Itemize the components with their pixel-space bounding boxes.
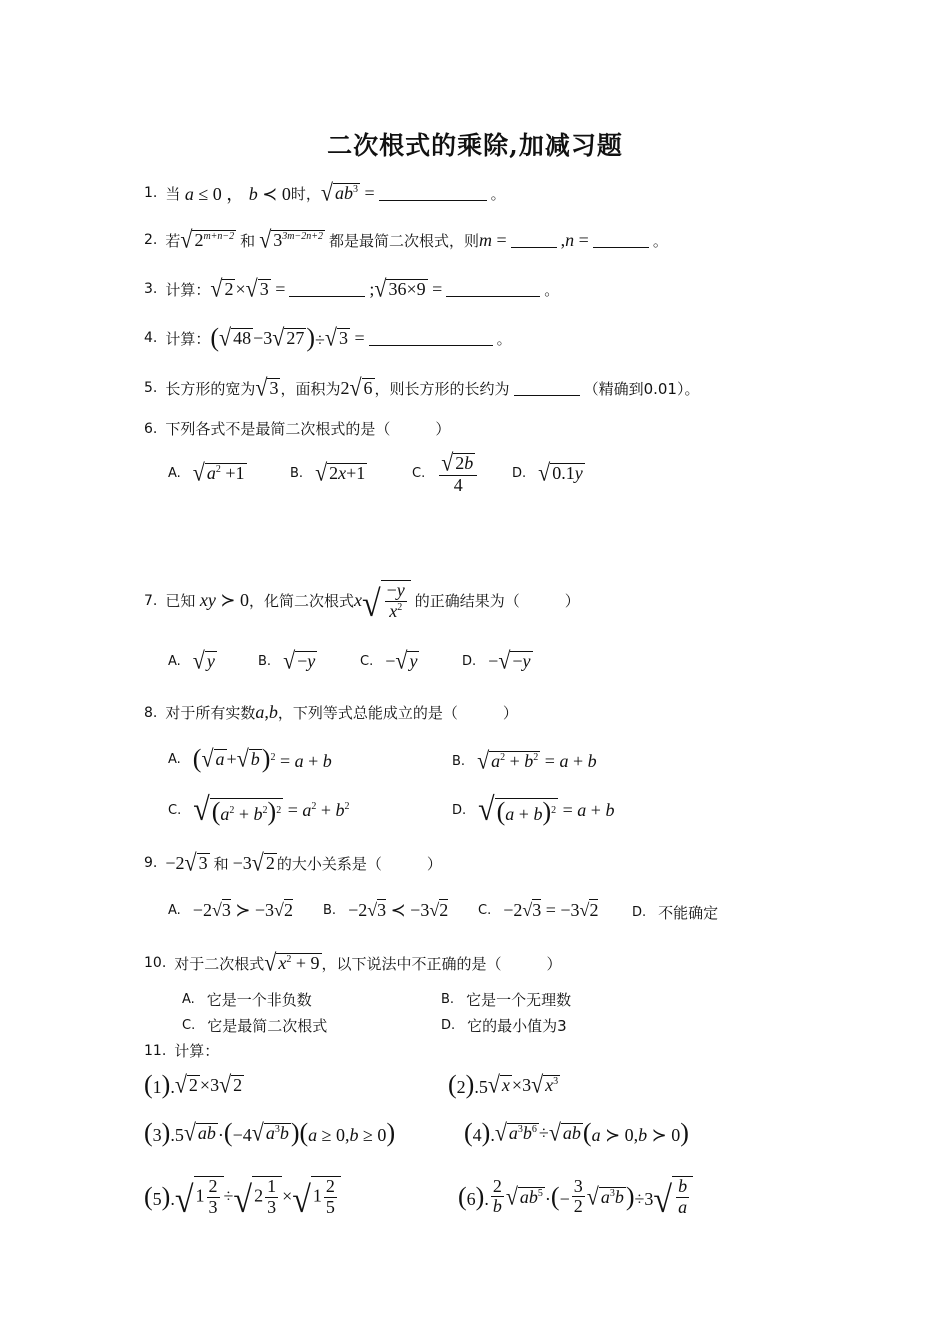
problem-11-4: (4). √ $a^3b^6$ ÷ √ ab (a ≻ 0,b ≻ 0) (464, 1118, 689, 1147)
answer-blank[interactable] (369, 331, 493, 346)
math: √ $3^{3m-2n+2}$ (259, 225, 323, 254)
option-6b[interactable]: B. √ 2x+1 (290, 458, 366, 487)
question-5: 5. 长方形的宽为 √ 3 ，面积为 2 √ 6 ，则长方形的长约为 （精确到0.01）。 (144, 373, 700, 402)
question-10: 10. 对于二次根式 √ $x^2 + 9$ ，以下说法中不正确的是（ ） (144, 948, 562, 977)
option-8c[interactable]: C. √ $(a^2 + b^2)^2$ = $a^2 + b^2$ (168, 791, 350, 828)
problem-11-2: (2).5 √ x ×3 √ $x^3$ (448, 1070, 559, 1099)
question-7: 7. 已知 xy ≻ 0 ，化简二次根式 x √ $\frac{-y}{x^2}$ 的正确结果为（ ） (144, 580, 580, 625)
option-9a[interactable]: A. −2√3 ≻ −3√2 (168, 900, 293, 920)
option-9d[interactable]: D. 不能确定 (632, 904, 719, 922)
math: a ≤ 0 ， b ≺ 0 (184, 184, 291, 204)
option-10d[interactable]: D. 它的最小值为3 (441, 1017, 567, 1035)
option-6a[interactable]: A. √ $a^2 +1$ (168, 458, 245, 487)
option-7b[interactable]: B. √ −y (258, 646, 316, 675)
question-4: 4. 计算： ( √ 48 −3 √ 27 )÷ √ 3 = 。 (144, 323, 512, 352)
problem-11-6: (6). $\frac{2}{b}$ √ $ab^5$ ·(− $\frac{3}{2}$ √ $a^3b$ )÷3 √ $\frac{b}{a}$ (458, 1176, 693, 1218)
question-9: 9. −2 √ 3 和 −3 √ 2 的大小关系是（ ） (144, 848, 442, 877)
option-10a[interactable]: A. 它是一个非负数 (182, 991, 312, 1009)
question-3: 3. 计算： √ 2 × √ 3 = ; √ 36×9 = 。 (144, 274, 560, 303)
answer-blank[interactable] (514, 381, 580, 396)
answer-blank[interactable] (379, 186, 487, 201)
answer-blank[interactable] (289, 282, 365, 297)
option-6d[interactable]: D. √ 0.1y (512, 458, 583, 487)
option-10c[interactable]: C. 它是最简二次根式 (182, 1017, 328, 1035)
math: √ $2^{m+n-2}$ (180, 225, 235, 254)
option-8d[interactable]: D. √ $(a + b)^2$ = a + b (452, 791, 615, 828)
option-7a[interactable]: A. √ y (168, 646, 215, 675)
question-1: 1. 当 a ≤ 0 ， b ≺ 0 时， √ $ab^3$ = 。 (144, 178, 506, 207)
question-6: 6. 下列各式不是最简二次根式的是（ ） (144, 420, 451, 438)
problem-11-5: (5). √ 1 $\frac{2}{3}$ ÷ √ 2 $\frac{1}{3}$ × √ 1 $\frac{2}{5}$ (144, 1176, 341, 1218)
answer-blank[interactable] (446, 282, 540, 297)
question-8: 8. 对于所有实数 a , b ，下列等式总能成立的是（ ） (144, 702, 518, 722)
answer-blank[interactable] (593, 233, 649, 248)
math: √ $ab^3$ (320, 178, 358, 207)
option-9b[interactable]: B. −2√3 ≺ −3√2 (323, 900, 449, 920)
option-7c[interactable]: C. − √ y (360, 646, 418, 675)
answer-blank[interactable] (511, 233, 557, 248)
question-11: 11. 计算： (144, 1042, 220, 1060)
option-7d[interactable]: D. − √ −y (462, 646, 531, 675)
option-6c[interactable]: C. √ 2b 4 (412, 452, 479, 496)
problem-11-3: (3).5 √ ab ·(−4 √ $a^3b$ )(a ≥ 0,b ≥ 0) (144, 1118, 396, 1147)
question-2: 2. 若 √ $2^{m+n-2}$ 和 √ $3^{3m-2n+2}$ 都是最简二次根式，则 m = ,n = 。 (144, 225, 668, 254)
problem-11-1: (1). √ 2 ×3 √ 2 (144, 1070, 243, 1099)
option-10b[interactable]: B. 它是一个无理数 (441, 991, 572, 1009)
option-8a[interactable]: A. ( √ a + √ b )$^2$ = a + b (168, 744, 332, 773)
option-9c[interactable]: C. −2√3 = −3√2 (478, 900, 599, 920)
option-8b[interactable]: B. √ $a^2 + b^2$ = a + b (452, 746, 597, 775)
page-title: 二次根式的乘除,加减习题 (327, 131, 623, 160)
